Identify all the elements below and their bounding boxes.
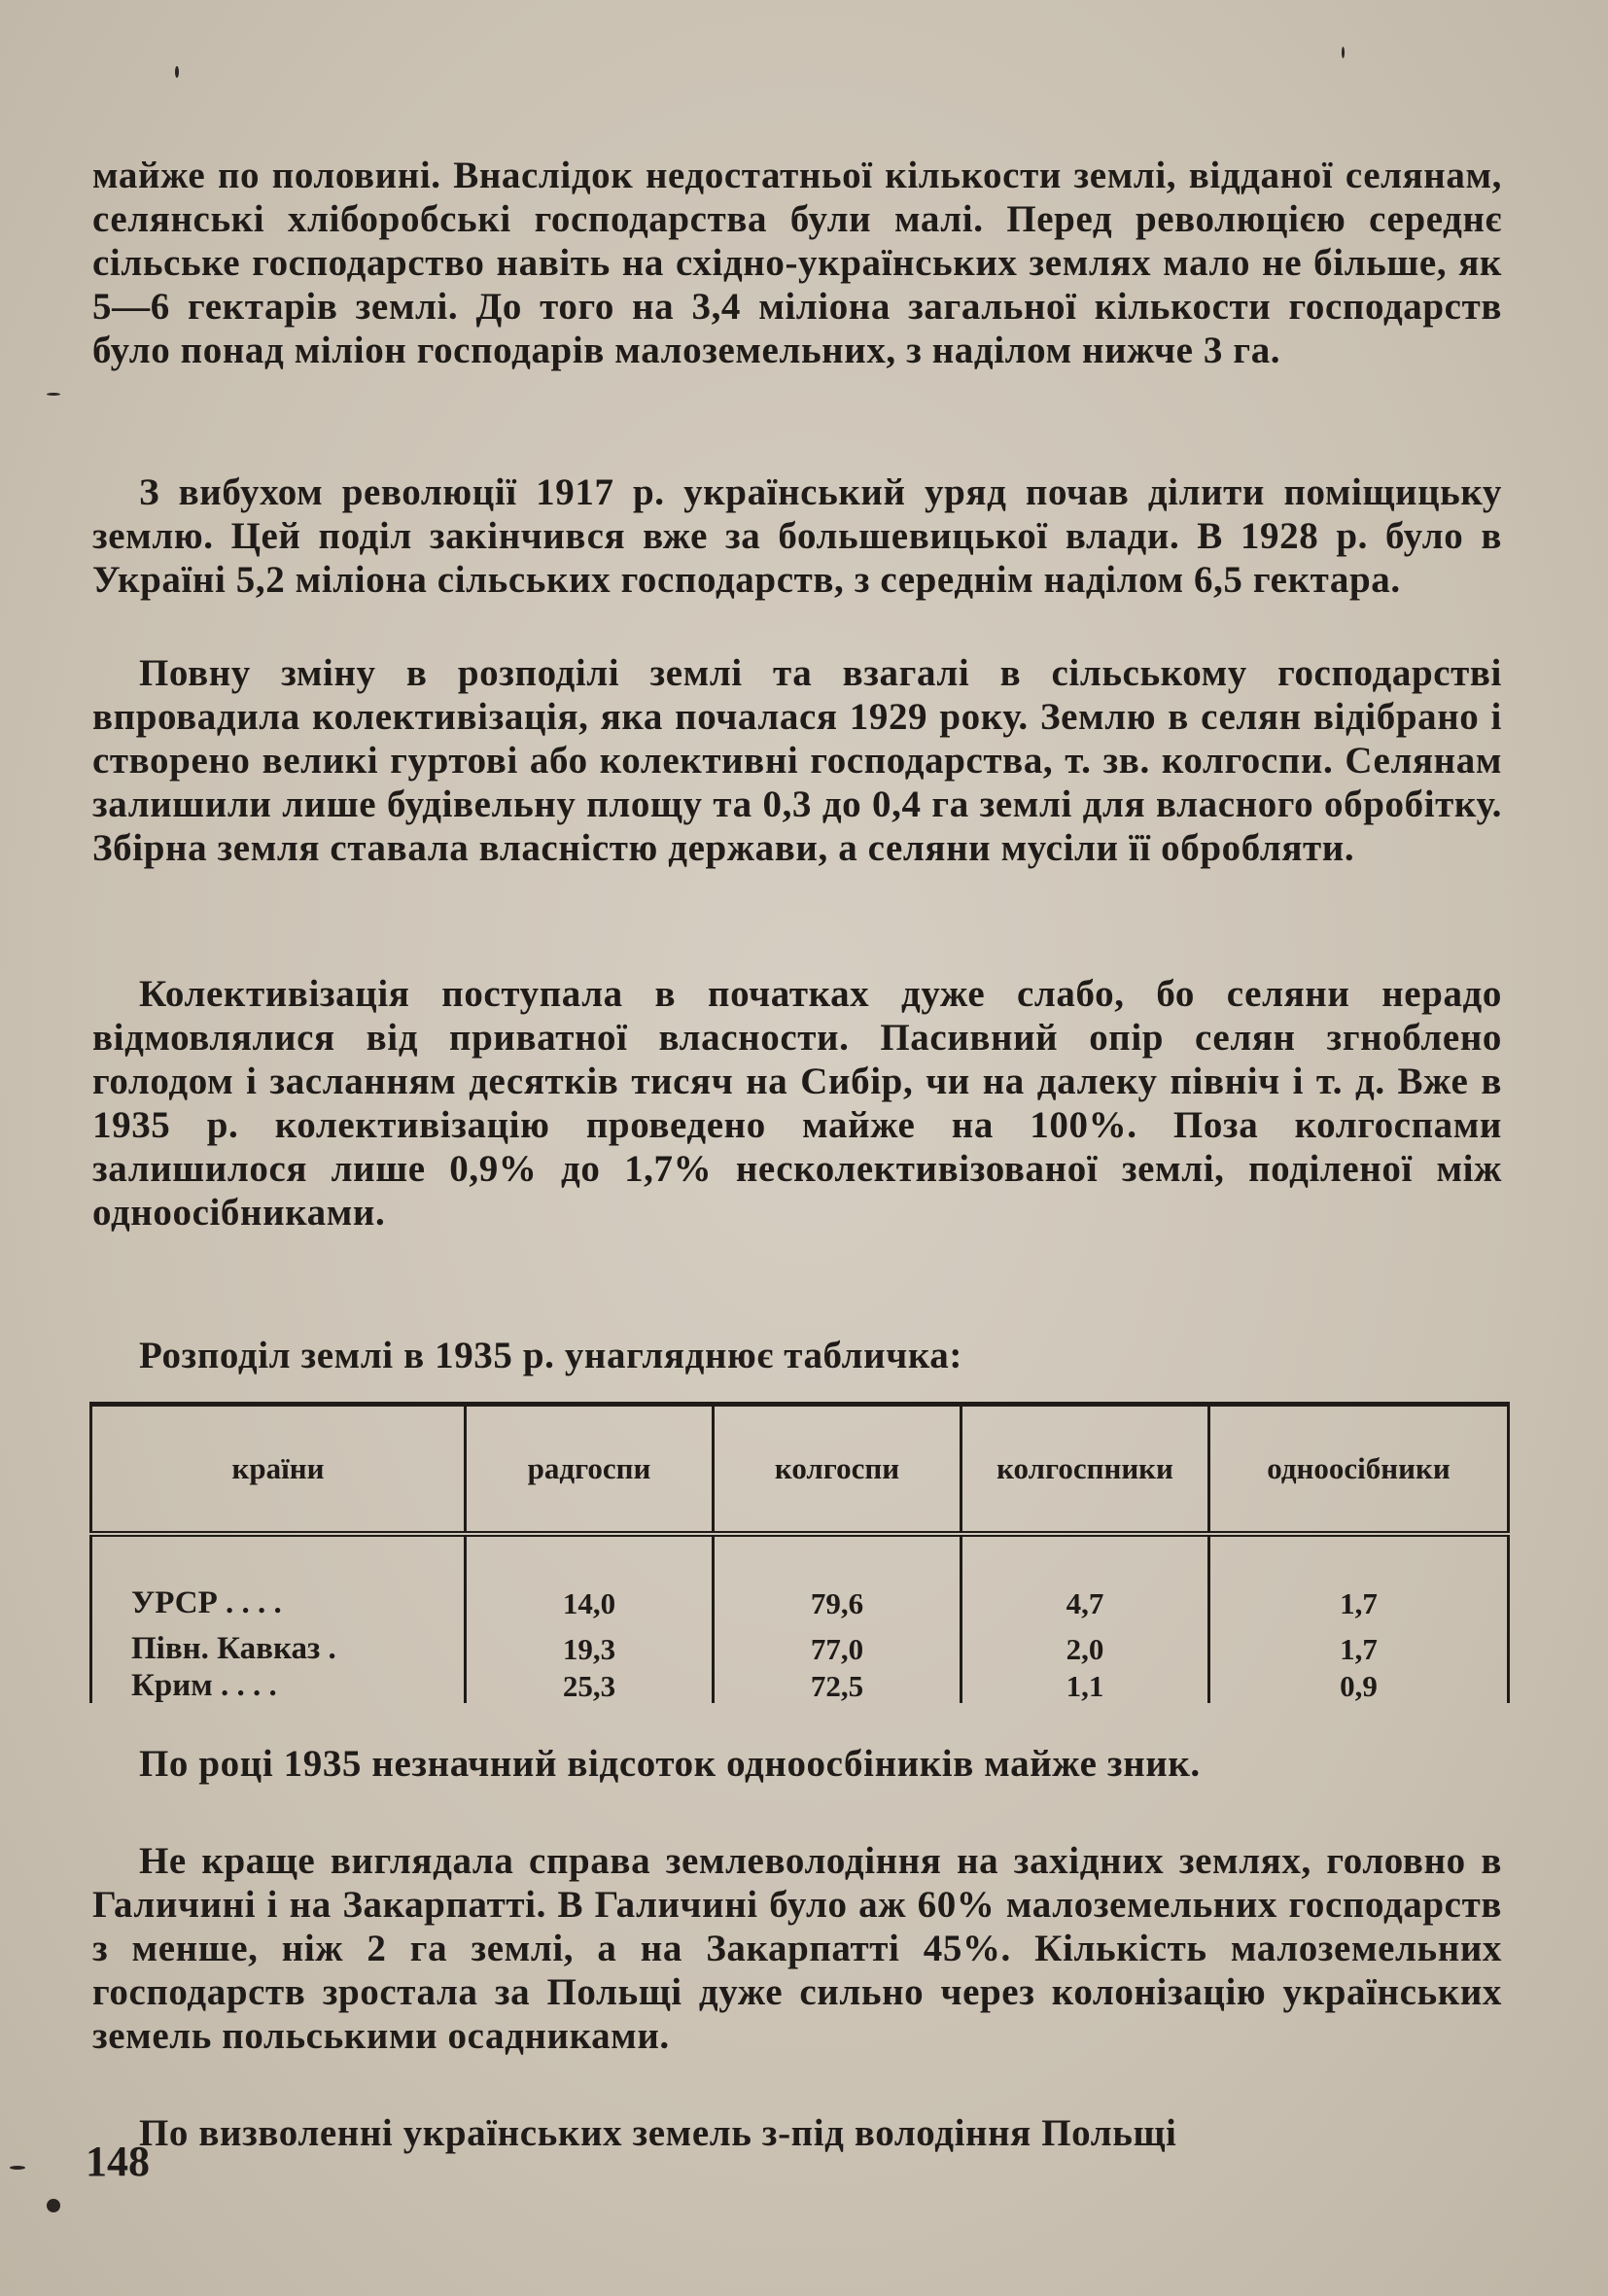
header-state-farms: радгоспи (466, 1405, 714, 1535)
paragraph-1: майже по половині. Внаслідок недостатньої кількости землі, відданої селянам, селянські хліборобські господарства були малі. Перед революцією середнє сільське господарство навіть на східно-українських землях мало не більше, як 5—6 гектарів землі. До того на 3,4 міліона загальної кількости господарств було понад міліон господарів малоземельних, з наділом нижче 3 га. (92, 155, 1502, 371)
table-cell: 19,3 (466, 1633, 714, 1670)
table-cell: 2,0 (961, 1633, 1209, 1670)
header-collective-farms: колгоспи (714, 1405, 961, 1535)
land-distribution-table (89, 1402, 1510, 1703)
table-cell: 25,3 (466, 1670, 714, 1703)
table-row (91, 1534, 1509, 1633)
table-cell: 72,5 (714, 1670, 961, 1703)
table-cell: 14,0 (466, 1534, 714, 1633)
table-cell: 1,7 (1209, 1534, 1509, 1633)
paragraph-7: По визволенні українських земель з-під володіння Польщі (139, 2112, 1177, 2154)
print-speck (47, 393, 60, 396)
print-speck (1342, 47, 1345, 58)
row-label: УРСР . . . . (91, 1534, 466, 1633)
row-label: Півн. Кавказ . (91, 1633, 466, 1670)
header-collective-farmers: колгоспники (961, 1405, 1209, 1535)
print-speck (175, 66, 179, 78)
table-row (91, 1670, 1509, 1703)
print-speck (47, 2199, 60, 2212)
header-individual-farmers: одноосібники (1209, 1405, 1509, 1535)
page-number: 148 (86, 2138, 150, 2185)
table-cell: 0,9 (1209, 1670, 1509, 1703)
paragraph-6: Не краще виглядала справа землеволодіння на західних землях, головно в Галичині і на Закарпатті. В Галичині було аж 60% малоземельних господарств з менше, ніж 2 га землі, а на Закарпатті 45%. Кількість малоземельних господарств зростала за Польщі дуже сильно через колонізацію українських земель польськими осадниками. (92, 1840, 1502, 2057)
table-row (91, 1633, 1509, 1670)
table-caption: Розподіл землі в 1935 р. унагляднює табличка: (139, 1335, 962, 1376)
table-cell: 79,6 (714, 1534, 961, 1633)
table-header-row (91, 1405, 1509, 1535)
table-cell: 4,7 (961, 1534, 1209, 1633)
header-countries: країни (91, 1405, 466, 1535)
print-speck (10, 2166, 25, 2170)
paragraph-4: Колективізація поступала в початках дуже слабо, бо селяни нерадо відмовлялися від приватної власности. Пасивний опір селян згноблено голодом і засланням десятків тисяч на Сибір, чи на далеку північ і т. д. Вже в 1935 р. колективізацію проведено майже на 100%. Поза колгоспами залишилося лише 0,9% до 1,7% несколективізованої землі, поділеної між одноосібниками. (92, 973, 1502, 1234)
paragraph-2: З вибухом революції 1917 р. український уряд почав ділити поміщицьку землю. Цей поділ закінчився вже за большевицької влади. В 1928 р. було в Україні 5,2 міліона сільських господарств, з середнім наділом 6,5 гектара. (92, 471, 1502, 601)
table-cell: 77,0 (714, 1633, 961, 1670)
paragraph-3: Повну зміну в розподілі землі та взагалі в сільському господарстві впровадила колективізація, яка почалася 1929 року. Землю в селян відібрано і створено великі гуртові або колективні господарства, т. зв. колгоспи. Селянам залишили лише будівельну площу та 0,3 до 0,4 га землі для власного обробітку. Збірна земля ставала власністю держави, а селяни мусіли її обробляти. (92, 652, 1502, 869)
table-cell: 1,1 (961, 1670, 1209, 1703)
paragraph-5: По році 1935 незначний відсоток одноосбіників майже зник. (139, 1743, 1201, 1785)
table-cell: 1,7 (1209, 1633, 1509, 1670)
row-label: Крим . . . . (91, 1670, 466, 1703)
